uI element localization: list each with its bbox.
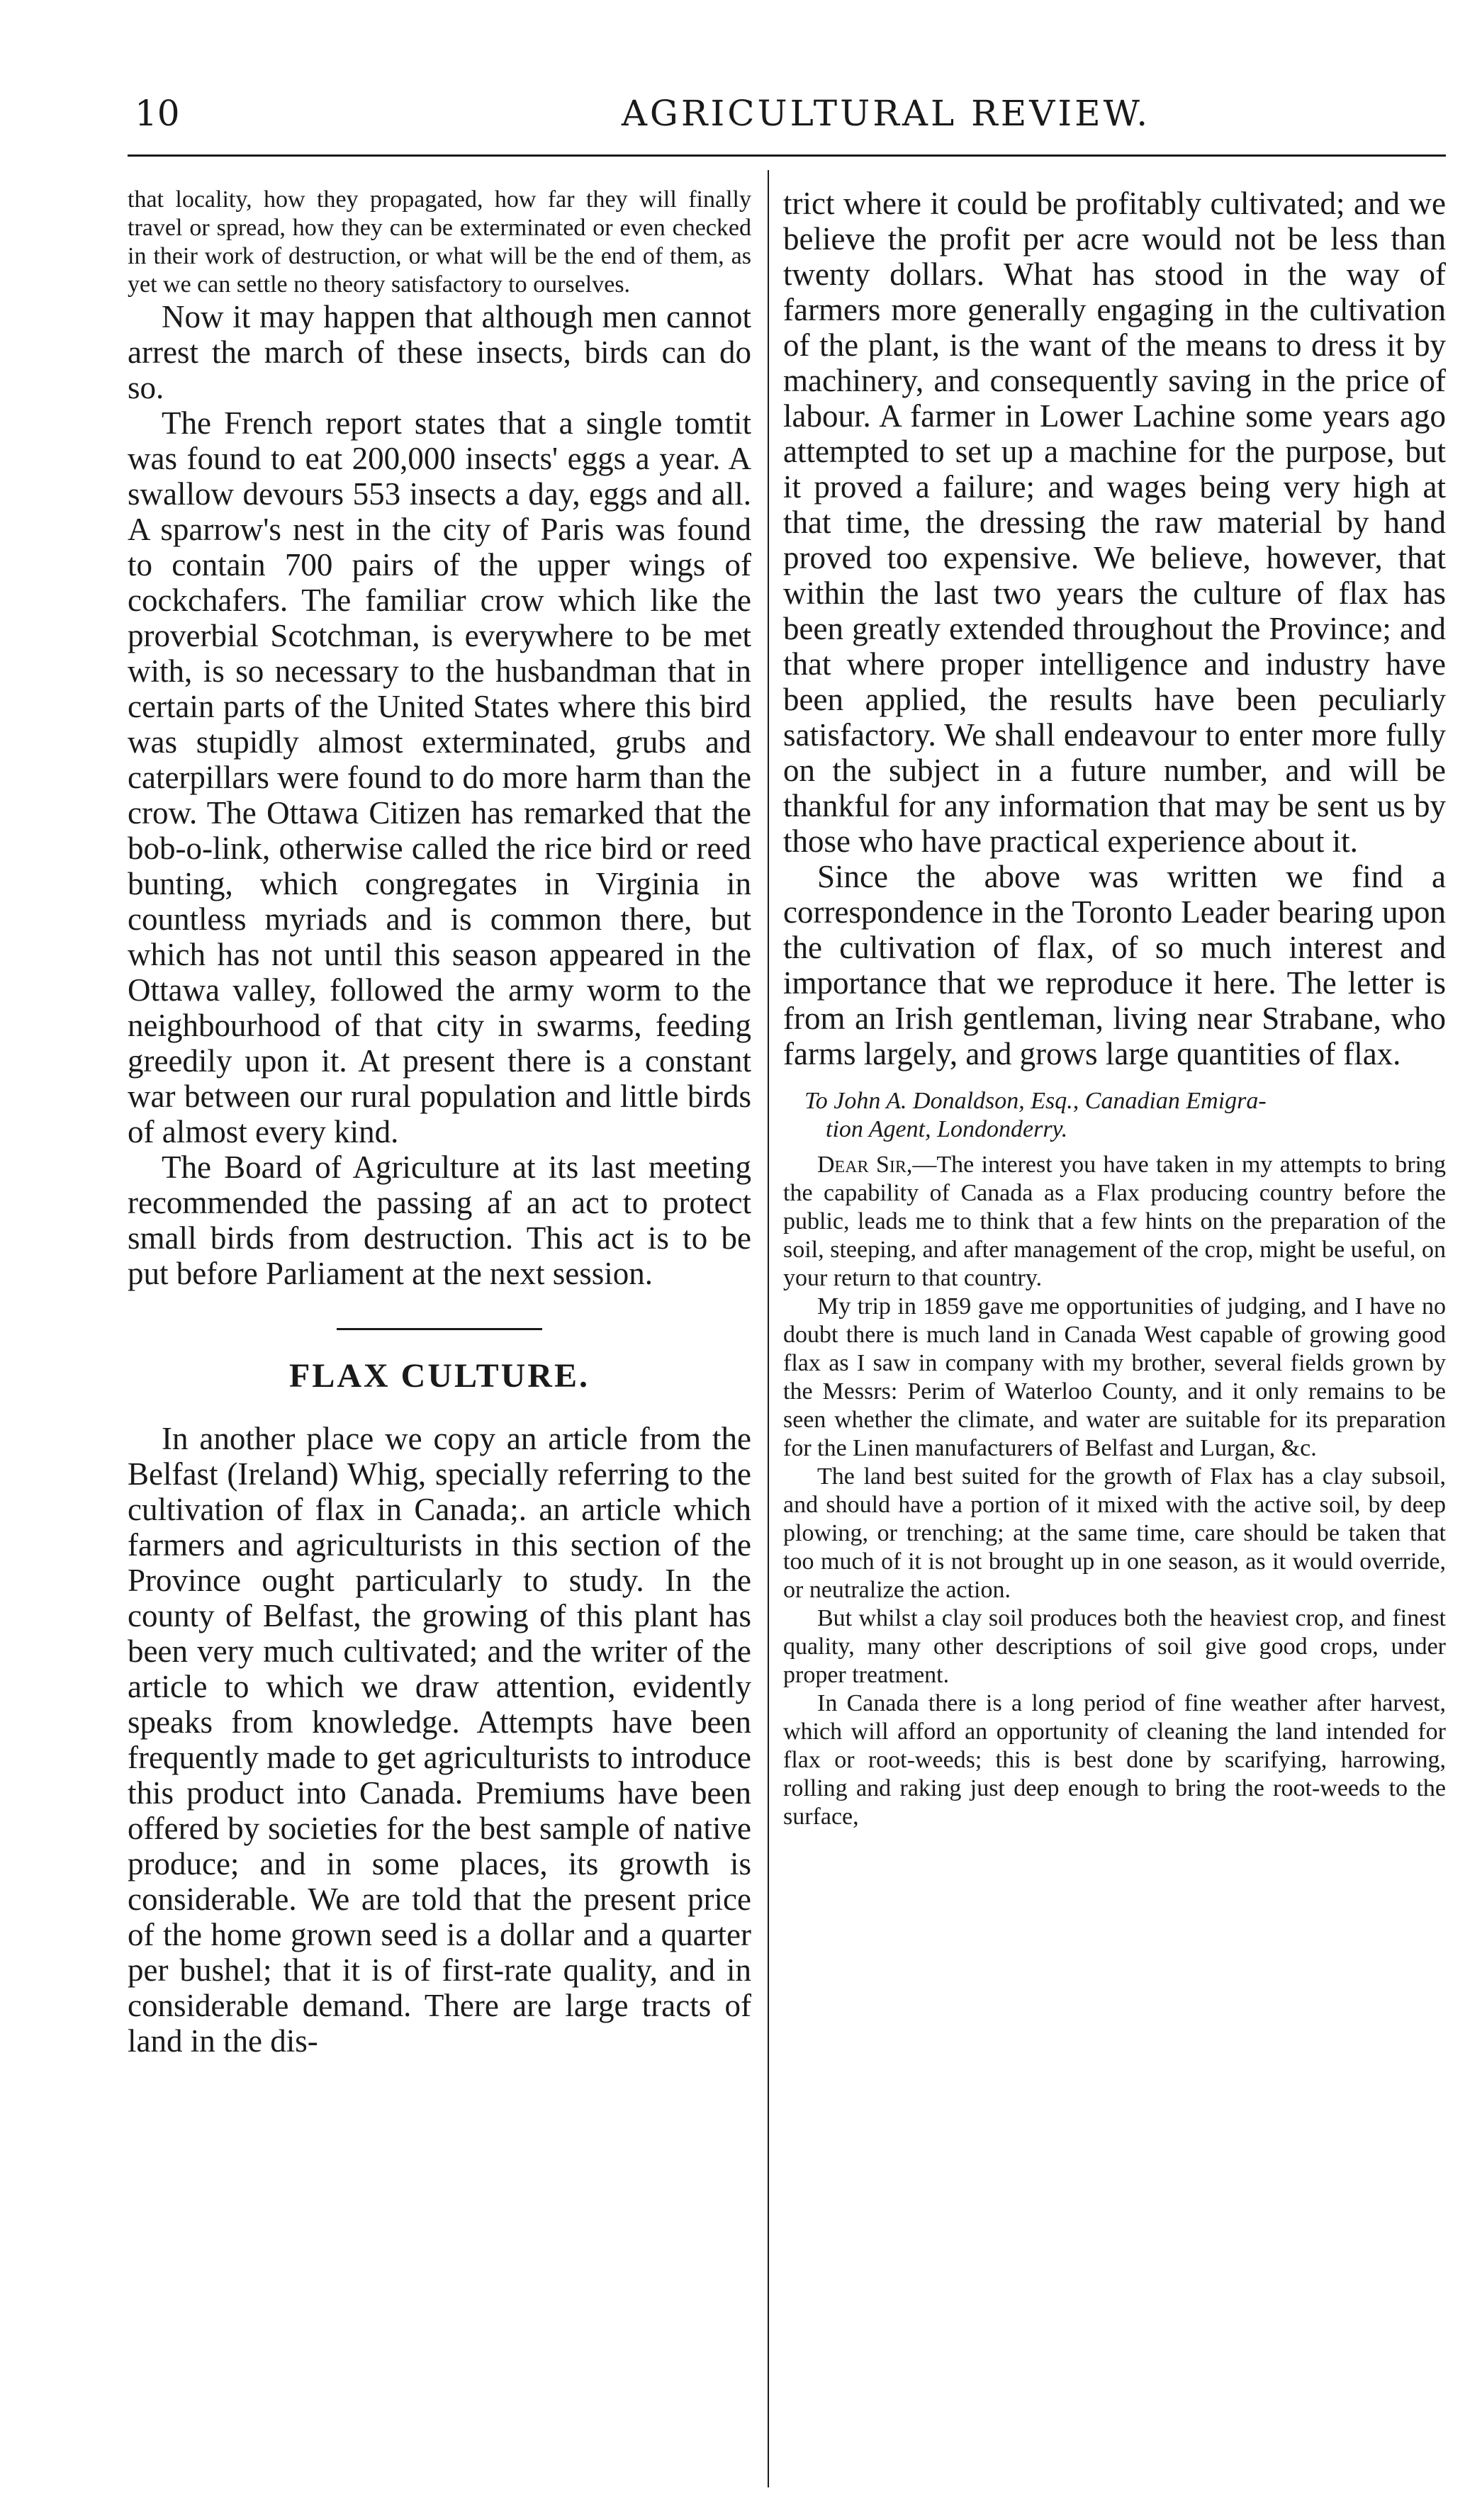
running-title: AGRICULTURAL REVIEW. bbox=[621, 93, 1151, 134]
section-heading-flax-culture: FLAX CULTURE. bbox=[289, 1357, 590, 1395]
column-divider bbox=[768, 170, 769, 2487]
left-column bbox=[128, 186, 751, 2510]
paragraph-flax-continued: trict where it could be profitably cultivated; and we believe the profit per acre would not be less than twenty dollars. What has stood in the way of farmers more generally engaging in the cultivation of the plant, is the want of the means to dress it by machinery, and consequently saving in the price of labour. A farmer in Lower Lachine some years ago attempted to set up a machine for the purpose, but it proved a failure; and wages being very high at that time, the dressing the raw material by hand proved too expensive. We believe, however, that within the last two years the culture of flax has been greatly extended throughout the Province; and that where proper intelligence and industry have been applied, the results have been peculiarly satisfactory. We shall endeavour to enter more fully on the subject in a future number, and will be thankful for any information that may be sent us by those who have practical experience about it. bbox=[783, 186, 1446, 859]
paragraph-toronto-leader: Since the above was written we find a correspondence in the Toronto Leader bearing upon the cultivation of flax, of so much interest and importance that we reproduce it here. The letter is from an Irish gentleman, living near Strabane, who farms largely, and grows large quantities of flax. bbox=[783, 859, 1446, 1071]
letter-salutation: Dear Sir, bbox=[817, 1152, 913, 1178]
page-header bbox=[0, 0, 1465, 149]
letter-address-line-1: To John A. Donaldson, Esq., Canadian Emigra- bbox=[804, 1088, 1267, 1114]
paragraph-board-of-agriculture: The Board of Agriculture at its last meeting recommended the passing af an act to protect small birds from destruction. This act is to be put before Parliament at the next session. bbox=[128, 1149, 751, 1291]
header-rule bbox=[128, 154, 1446, 157]
section-divider bbox=[337, 1328, 542, 1330]
letter-paragraph-5: In Canada there is a long period of fine weather after harvest, which will afford an opportunity of cleaning the land intended for flax or root-weeds; this is best done by scarifying, harrowing, rolling and raking just deep enough to bring the root-weeds to the surface, bbox=[783, 1690, 1446, 1830]
page-number: 10 bbox=[135, 93, 180, 134]
letter-address-line-2: tion Agent, Londonderry. bbox=[826, 1116, 1068, 1142]
letter-paragraph-1-text: —The interest you have taken in my attempts to bring the capability of Canada as a Flax producing country before the public, leads me to think that a few hints on the preparation of the soil, steeping, and after management of the crop, might be useful, on your return to that country. bbox=[783, 1152, 1446, 1291]
letter-paragraph-4: But whilst a clay soil produces both the heaviest crop, and finest quality, many other descriptions of soil give good crops, under proper treatment. bbox=[783, 1605, 1446, 1688]
letter-paragraph-1 bbox=[783, 1151, 1446, 1293]
letter-paragraph-3: The land best suited for the growth of Flax has a clay subsoil, and should have a portion of it mixed with the active soil, by deep plowing, or trenching; at the same time, care should be taken that too much of it is not brought up in one season, as it would override, or neutralize the action. bbox=[783, 1463, 1446, 1603]
paragraph-french-report: The French report states that a single tomtit was found to eat 200,000 insects' eggs a year. A swallow devours 553 insects a day, eggs and all. A sparrow's nest in the city of Paris was found to contain 700 pairs of the upper wings of cockchafers. The familiar crow which like the proverbial Scotchman, is everywhere to be met with, is so necessary to the husbandman that in certain parts of the United States where this bird was stupidly almost exterminated, grubs and caterpillars were found to do more harm than the crow. The Ottawa Citizen has remarked that the bob-o-link, otherwise called the rice bird or reed bunting, which congregates in Virginia in countless myriads and is common there, but which has not until this season appeared in the Ottawa valley, followed the army worm to the neighbourhood of that city in swarms, feeding greedily upon it. At present there is a constant war between our rural population and little birds of almost every kind. bbox=[128, 405, 751, 1149]
right-column bbox=[783, 186, 1446, 2510]
paragraph-birds-arrest: Now it may happen that although men cannot arrest the march of these insects, birds can do so. bbox=[128, 299, 751, 405]
letter-paragraph-2: My trip in 1859 gave me opportunities of judging, and I have no doubt there is much land in Canada West capable of growing good flax as I saw in company with my brother, several fields grown by the Messrs: Perim of Waterloo County, and it only remains to be seen whether the climate, and water are suitable for its preparation for the Linen manufacturers of Belfast and Lurgan, &c. bbox=[783, 1293, 1446, 1461]
paragraph-locality: that locality, how they propagated, how far they will finally travel or spread, how they can be exterminated or even checked in their work of destruction, or what will be the end of them, as yet we can settle no theory satisfactory to ourselves. bbox=[128, 186, 751, 298]
paragraph-flax-intro: In another place we copy an article from the Belfast (Ireland) Whig, specially referring to the cultivation of flax in Canada;. an article which farmers and agriculturists in this section of the Province ought particularly to study. In the county of Belfast, the growing of this plant has been very much cultivated; and the writer of the article to which we draw attention, evidently speaks from knowledge. Attempts have been frequently made to get agriculturists to introduce this product into Canada. Premiums have been offered by societies for the best sample of native produce; and in some places, its growth is considerable. We are told that the present price of the home grown seed is a dollar and a quarter per bushel; that it is of first-rate quality, and in considerable demand. There are large tracts of land in the dis- bbox=[128, 1421, 751, 2059]
